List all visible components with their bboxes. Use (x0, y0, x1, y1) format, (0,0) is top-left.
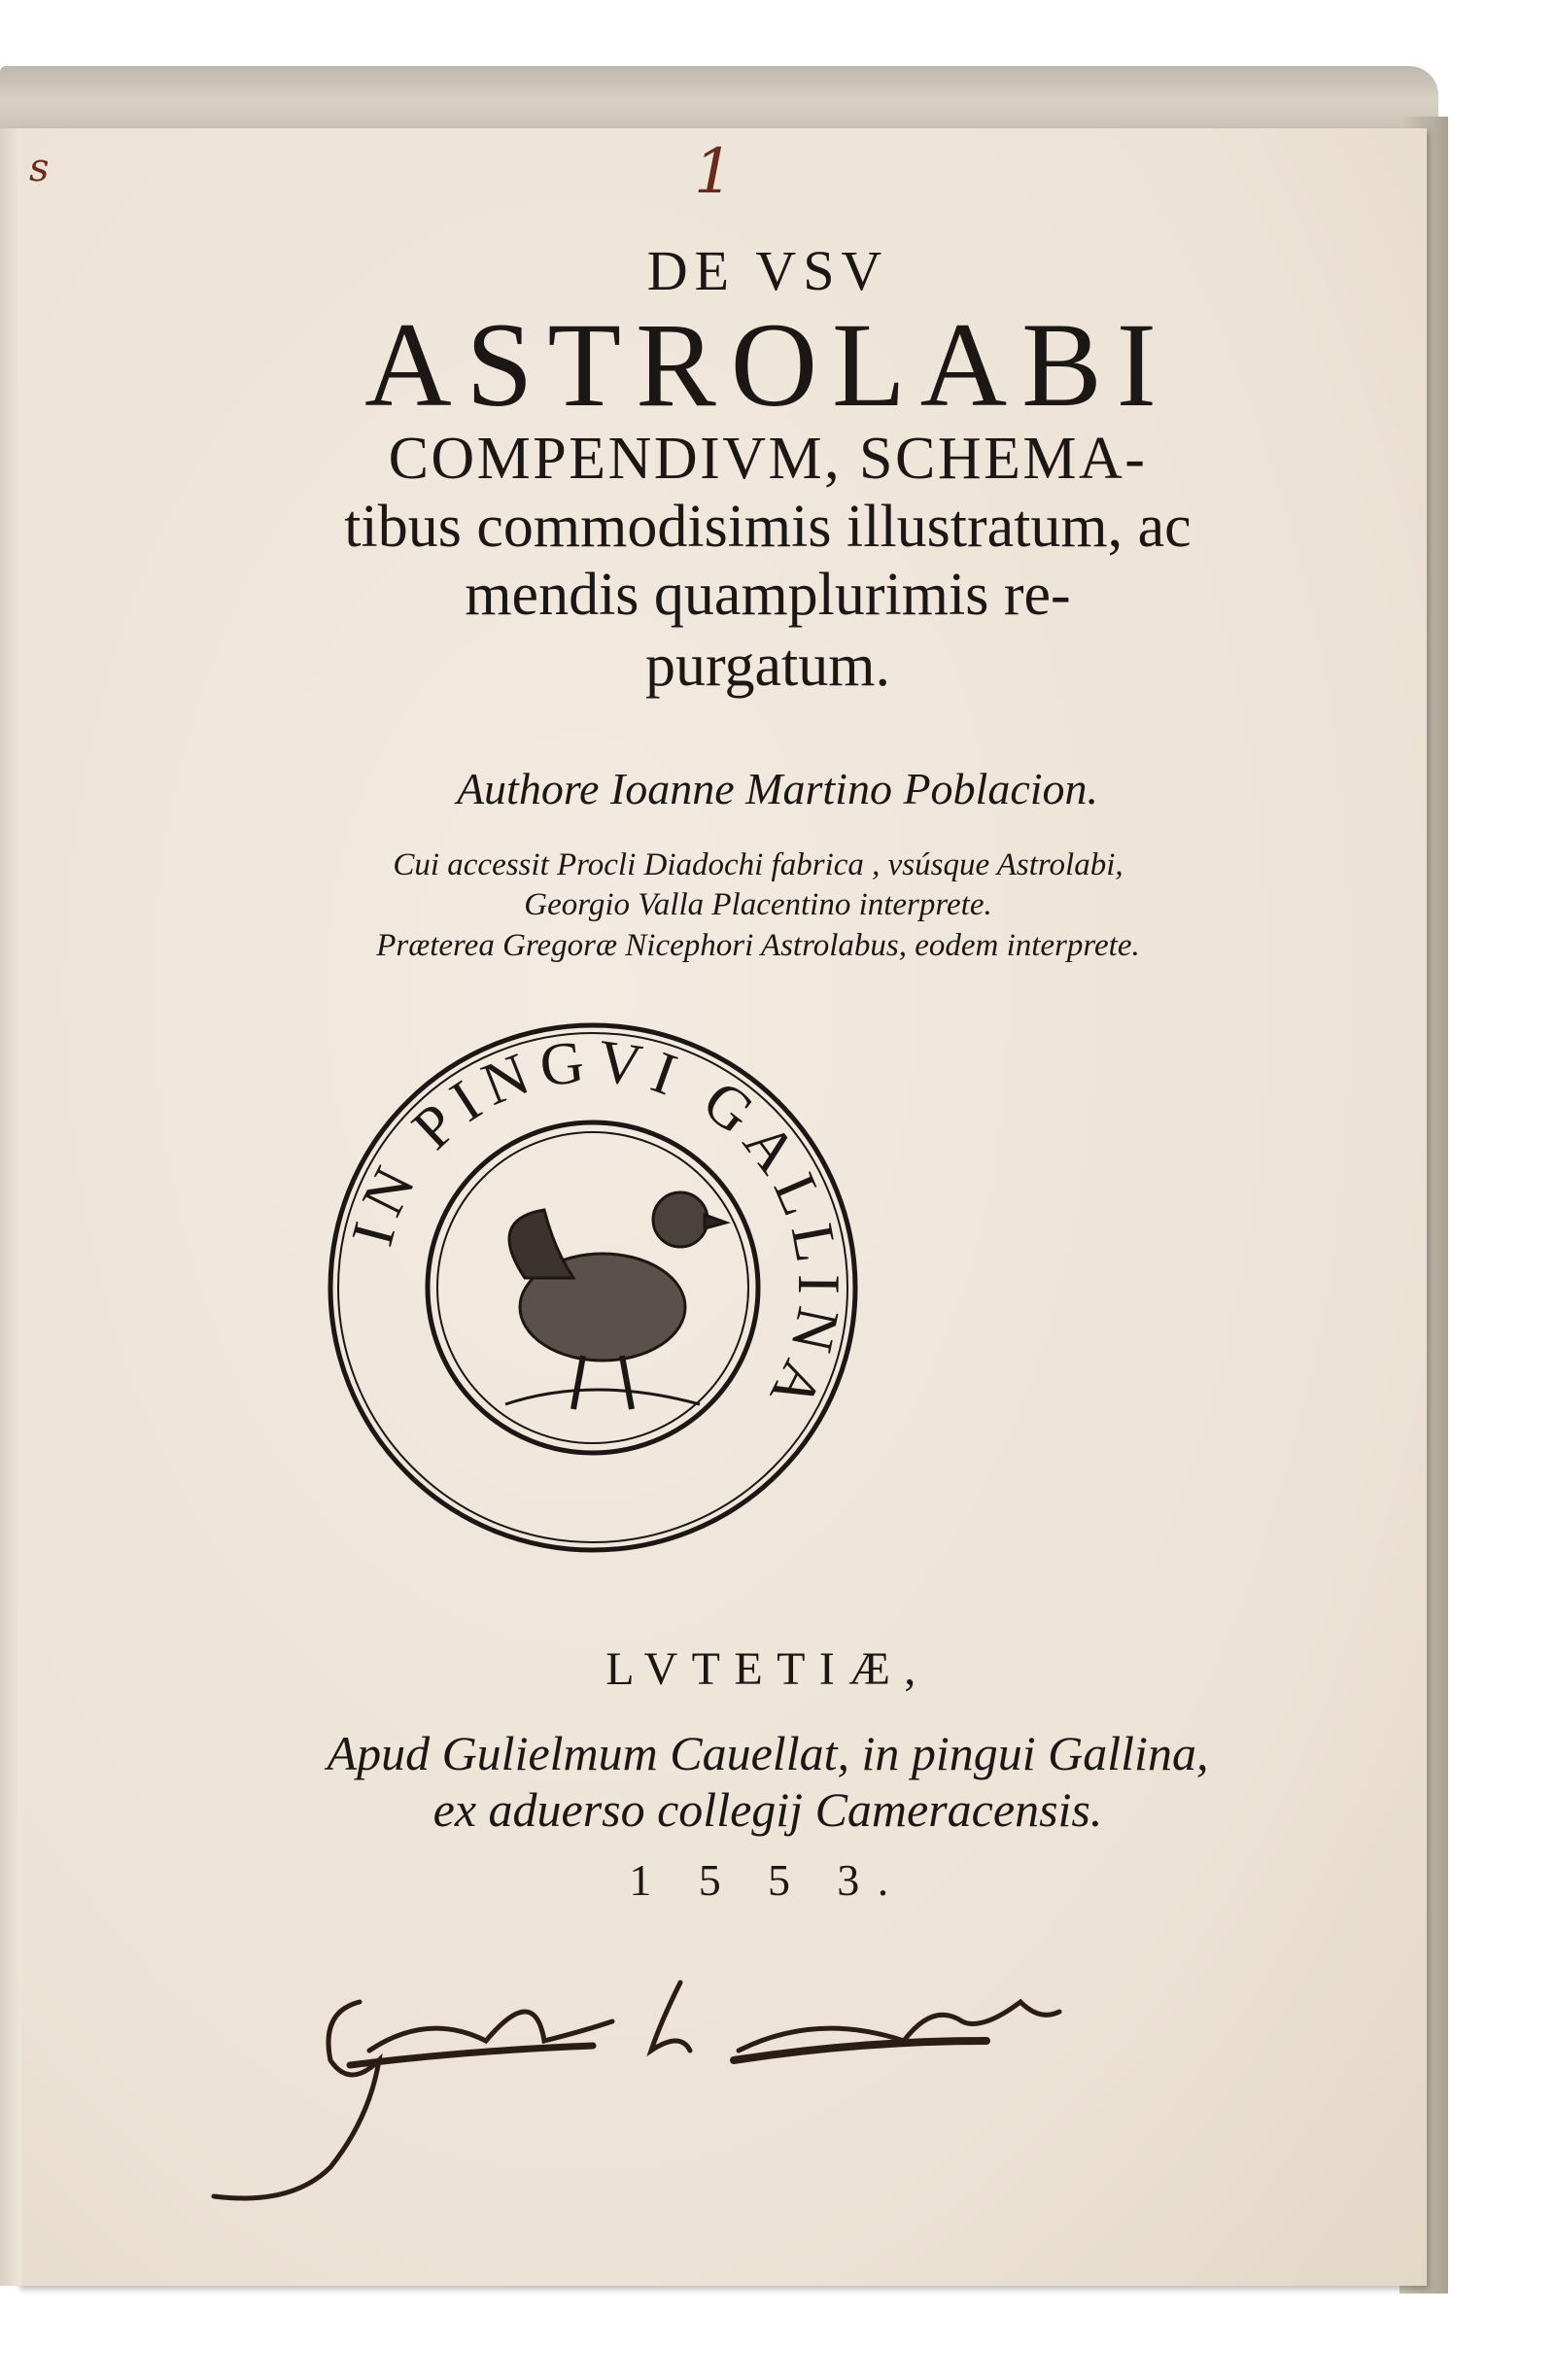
corner-manuscript-mark: s (29, 146, 50, 190)
addition-line-3: Præterea Gregoræ Nicephori Astrolabus, eodem interprete. (376, 928, 1140, 963)
printer-device-emblem (321, 1016, 865, 1560)
svg-text:IN PINGVI GALLINA (339, 1028, 851, 1429)
title-line-2: ASTROLABI (364, 298, 1171, 431)
imprint-year: 1 5 5 3. (629, 1855, 907, 1905)
addition-line-2: Georgio Valla Placentino interprete. (524, 887, 992, 922)
hen-icon (505, 1192, 726, 1409)
title-line-6: purgatum. (645, 633, 890, 699)
title-line-5: mendis quamplurimis re- (465, 562, 1071, 628)
handwritten-signature (194, 1963, 1108, 2216)
folio-manuscript-mark: 1 (694, 136, 734, 208)
author-line: Authore Ioanne Martino Poblacion. (456, 764, 1099, 813)
title-line-1: DE VSV (646, 239, 889, 302)
title-line-4: tibus commodisimis illustratum, ac (344, 494, 1192, 560)
imprint-place: LVTETIÆ, (605, 1643, 930, 1695)
title-line-3: COMPENDIVM, SCHEMA- (388, 426, 1148, 492)
device-motto: IN PINGVI GALLINA (339, 1027, 852, 1429)
imprint-printer: Apud Gulielmum Cauellat, in pingui Gallina, (327, 1726, 1209, 1780)
addition-line-1: Cui accessit Procli Diadochi fabrica , vsúsque Astrolabi, (393, 847, 1123, 882)
imprint-address: ex aduerso collegij Cameracensis. (432, 1782, 1103, 1837)
